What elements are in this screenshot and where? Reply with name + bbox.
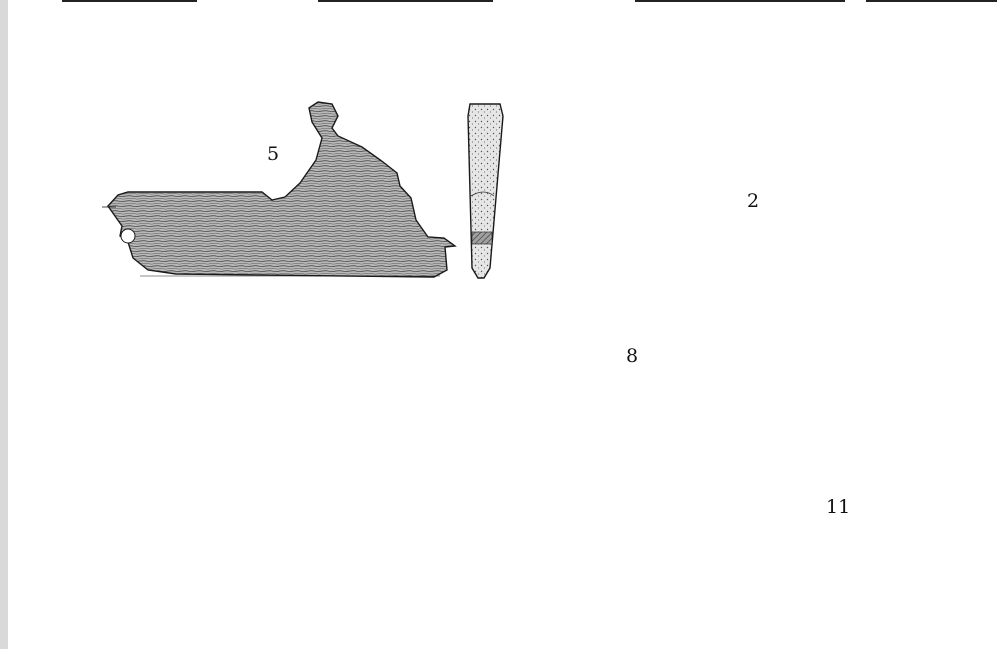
figure-label-2: 2: [747, 190, 760, 212]
figure-5-drawing: [102, 102, 455, 277]
figure-label-8: 8: [626, 345, 639, 367]
figure-label-11: 11: [826, 496, 851, 518]
figure-5-section: [468, 104, 503, 278]
figure-label-5: 5: [267, 143, 280, 165]
